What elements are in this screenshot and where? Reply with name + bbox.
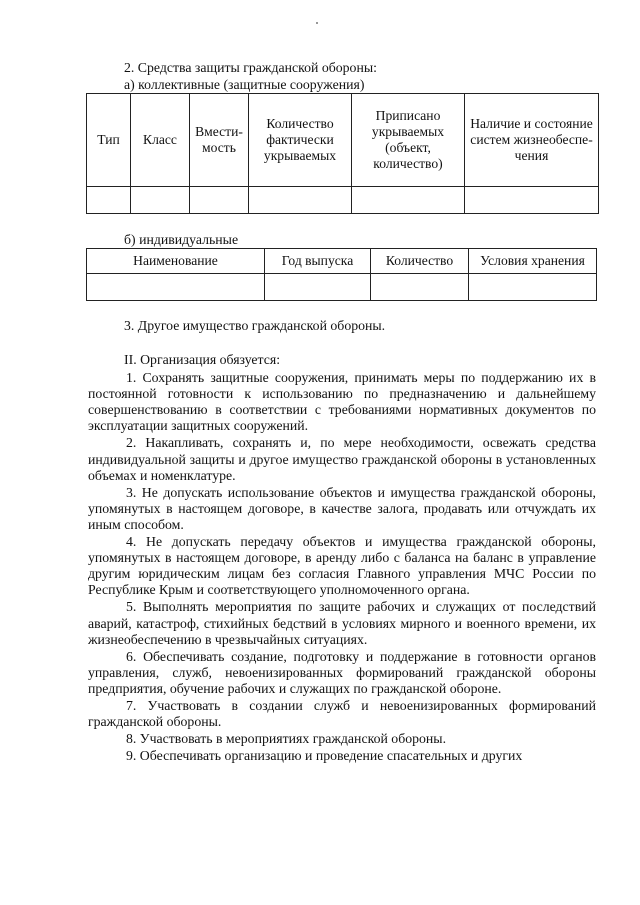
individual-table [86, 248, 597, 301]
collective-table-header-row [87, 94, 599, 187]
collective-table [86, 93, 599, 214]
obligation-item-5: 5. Выполнять мероприятия по защите рабочих и служащих от последствий аварий, катастроф, стихийных бедствий в условиях мирного и военного времени, их жизнеобеспечению в чрезвычайных ситуациях. [88, 599, 596, 647]
obligation-item-3: 3. Не допускать использование объектов и имущества гражданской обороны, упомянутых в настоящем договоре, в качестве залога, продавать или отчуждать их иным способом. [88, 484, 596, 532]
col-header-name: Наименование [87, 249, 265, 274]
col-header-capacity: Вмести-мость [190, 94, 249, 187]
col-header-storage: Условия хранения [469, 249, 597, 274]
table-cell [265, 274, 371, 301]
section-2-title: 2. Средства защиты гражданской обороны: [124, 60, 377, 75]
collective-label: а) коллективные (защитные сооружения) [124, 77, 365, 92]
table-cell [87, 274, 265, 301]
obligations-list [88, 370, 596, 765]
individual-table-header-row [87, 249, 597, 274]
col-header-class: Класс [131, 94, 190, 187]
table-row [87, 274, 597, 301]
obligation-item-6: 6. Обеспечивать создание, подготовку и поддержание в готовности органов управления, служб, невоенизированных формирований гражданской обороны предприятия, обучение рабочих и служащих по гражданской обороне. [88, 648, 596, 696]
col-header-type: Тип [87, 94, 131, 187]
col-header-actual-sheltered: Количество фактически укрываемых [249, 94, 352, 187]
table-cell [131, 187, 190, 214]
page-dot [316, 22, 318, 24]
table-row [87, 187, 599, 214]
table-cell [469, 274, 597, 301]
individual-label: б) индивидуальные [124, 232, 239, 247]
table-cell [249, 187, 352, 214]
table-cell [352, 187, 465, 214]
obligation-item-7: 7. Участвовать в создании служб и невоенизированных формирований гражданской обороны. [88, 697, 596, 730]
col-header-life-support: Наличие и состояние систем жизнеобеспе-чения [465, 94, 599, 187]
col-header-assigned-sheltered: Приписано укрываемых (объект, количество) [352, 94, 465, 187]
col-header-quantity: Количество [371, 249, 469, 274]
table-cell [371, 274, 469, 301]
obligation-item-8: 8. Участвовать в мероприятиях гражданской обороны. [126, 731, 447, 747]
obligation-item-2: 2. Накапливать, сохранять и, по мере необходимости, освежать средства индивидуальной защиты и другое имущество гражданской обороны в установленных объемах и номенклатуре. [88, 435, 596, 483]
obligation-item-9: 9. Обеспечивать организацию и проведение спасательных и других [126, 747, 523, 763]
section-3-title: 3. Другое имущество гражданской обороны. [124, 318, 386, 333]
table-cell [465, 187, 599, 214]
part-2-heading: II. Организация обязуется: [124, 352, 281, 367]
obligation-item-4: 4. Не допускать передачу объектов и имущества гражданской обороны, упомянутых в настоящем договоре, в аренду либо с баланса на баланс в управление другим юридическим лицам без согласия Главного управления МЧС России по Республике Крым и соответствующего уполномоченного органа. [88, 533, 596, 598]
obligation-item-1: 1. Сохранять защитные сооружения, принимать меры по поддержанию их в постоянной готовности к использованию по предназначению и дальнейшему совершенствованию в соответствии с требованиями нормативных документов по эксплуатации защитных сооружений. [88, 370, 596, 434]
table-cell [190, 187, 249, 214]
col-header-year: Год выпуска [265, 249, 371, 274]
table-cell [87, 187, 131, 214]
